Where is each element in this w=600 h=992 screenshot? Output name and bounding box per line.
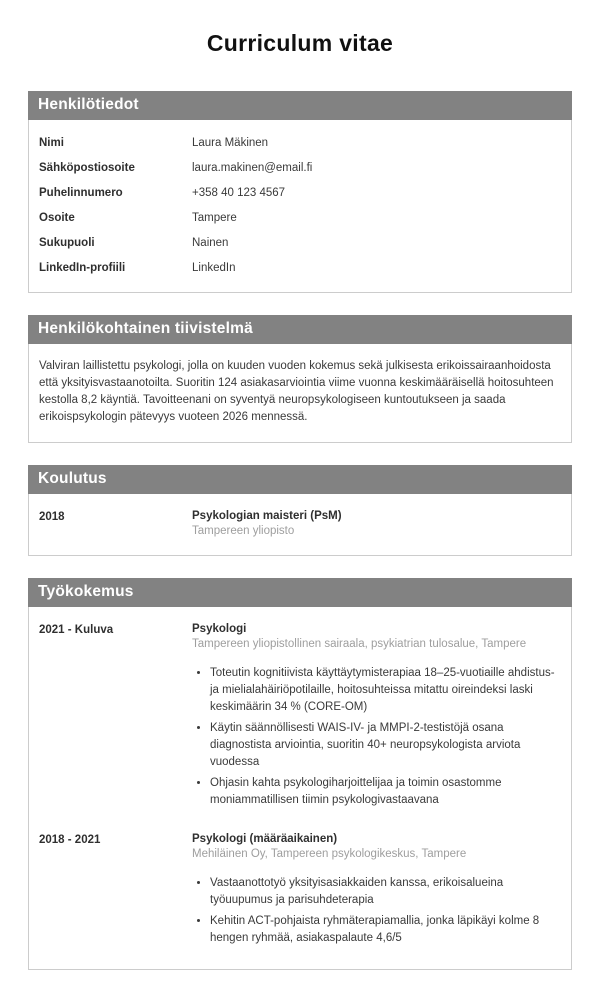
field-label: LinkedIn-profiili — [39, 261, 126, 274]
experience-bullet-list — [192, 665, 561, 809]
field-label: Sähköpostiosoite — [39, 161, 135, 174]
field-value-linkedin: LinkedIn — [192, 261, 236, 274]
personal-details-section-body — [28, 120, 572, 293]
experience-bullet: • Kehitin ACT-pohjaista ryhmäterapiamallia, jonka läpikäyi kolme 8 hengen ryhmää, asiakaspalaute 4,6/5 — [210, 913, 561, 947]
field-row-linkedin — [39, 255, 561, 280]
field-row-address — [39, 205, 561, 230]
experience-section-header: Työkokemus — [28, 578, 572, 607]
section-education — [28, 465, 572, 556]
field-value: Nainen — [192, 236, 229, 249]
experience-entry — [39, 617, 561, 819]
education-degree: Psykologian maisteri (PsM) — [192, 510, 342, 522]
field-value: laura.makinen@email.fi — [192, 161, 313, 174]
field-row-name — [39, 130, 561, 155]
experience-entry — [39, 827, 561, 957]
experience-bullet: • Ohjasin kahta psykologiharjoittelijaa ja toimin osastomme moniammatillisen tiimin psykologivastaavana — [210, 775, 561, 809]
education-section-header: Koulutus — [28, 465, 572, 494]
experience-organization: Mehiläinen Oy, Tampereen psykologikeskus, Tampere — [192, 848, 467, 860]
experience-bullet: • Toteutin kognitiivista käyttäytymisterapiaa 18–25-vuotiaille ahdistus- ja mielialahäiriöpotilaille, hoitosuhteissa mitattu oireindeksi laski keskimäärin 34 % (CORE-OM) — [210, 665, 561, 716]
field-value: +358 40 123 4567 — [192, 186, 286, 199]
experience-section-body — [28, 607, 572, 970]
field-label: Nimi — [39, 136, 64, 149]
field-label: Osoite — [39, 211, 75, 224]
experience-organization: Tampereen yliopistollinen sairaala, psykiatrian tulosalue, Tampere — [192, 638, 527, 650]
education-section-body — [28, 494, 572, 556]
education-entry-main — [192, 510, 561, 537]
experience-bullet: • Käytin säännöllisesti WAIS-IV- ja MMPI-2-testistöjä osana diagnostista arviointia, suoritin 40+ neuropsykologista arviota vuodessa — [210, 720, 561, 771]
education-period: 2018 — [39, 511, 65, 523]
experience-entry-main — [192, 623, 561, 813]
education-institution: Tampereen yliopisto — [192, 525, 295, 537]
experience-role: Psykologi — [192, 623, 247, 635]
field-value: Tampere — [192, 211, 237, 224]
section-personal-details — [28, 91, 572, 293]
field-row-email — [39, 155, 561, 180]
summary-section-body — [28, 344, 572, 443]
field-label: Puhelinnumero — [39, 186, 123, 199]
experience-period: 2021 - Kuluva — [39, 624, 114, 636]
experience-bullet-list — [192, 875, 561, 947]
experience-period: 2018 - 2021 — [39, 834, 101, 846]
field-value: Laura Mäkinen — [192, 136, 269, 149]
summary-text: Valviran laillistettu psykologi, jolla on kuuden vuoden kokemus sekä julkisesta erikoissairaanhoidosta että yksityisvastaanotoilta. Suoritin 124 asiakasarviointia viime vuonna keskimääräisellä hoitosuhteen kestolla 8,2 käyntiä. Tavoitteenani on syventyä neuropsykologiseen kuntoutukseen ja saada erikoispsykologin pätevyys vuoteen 2026 mennessä. — [39, 360, 554, 423]
experience-role: Psykologi (määräaikainen) — [192, 833, 338, 845]
section-experience — [28, 578, 572, 970]
field-row-gender — [39, 230, 561, 255]
experience-entry-main — [192, 833, 561, 951]
summary-section-header: Henkilökohtainen tiivistelmä — [28, 315, 572, 344]
field-row-phone — [39, 180, 561, 205]
education-entry — [39, 504, 561, 543]
field-label: Sukupuoli — [39, 236, 95, 249]
page-title: Curriculum vitae — [206, 30, 394, 56]
experience-bullet: • Vastaanottotyö yksityisasiakkaiden kanssa, erikoisalueina työuupumus ja parisuhdeterapia — [210, 875, 561, 909]
section-summary — [28, 315, 572, 443]
personal-details-section-header: Henkilötiedot — [28, 91, 572, 120]
